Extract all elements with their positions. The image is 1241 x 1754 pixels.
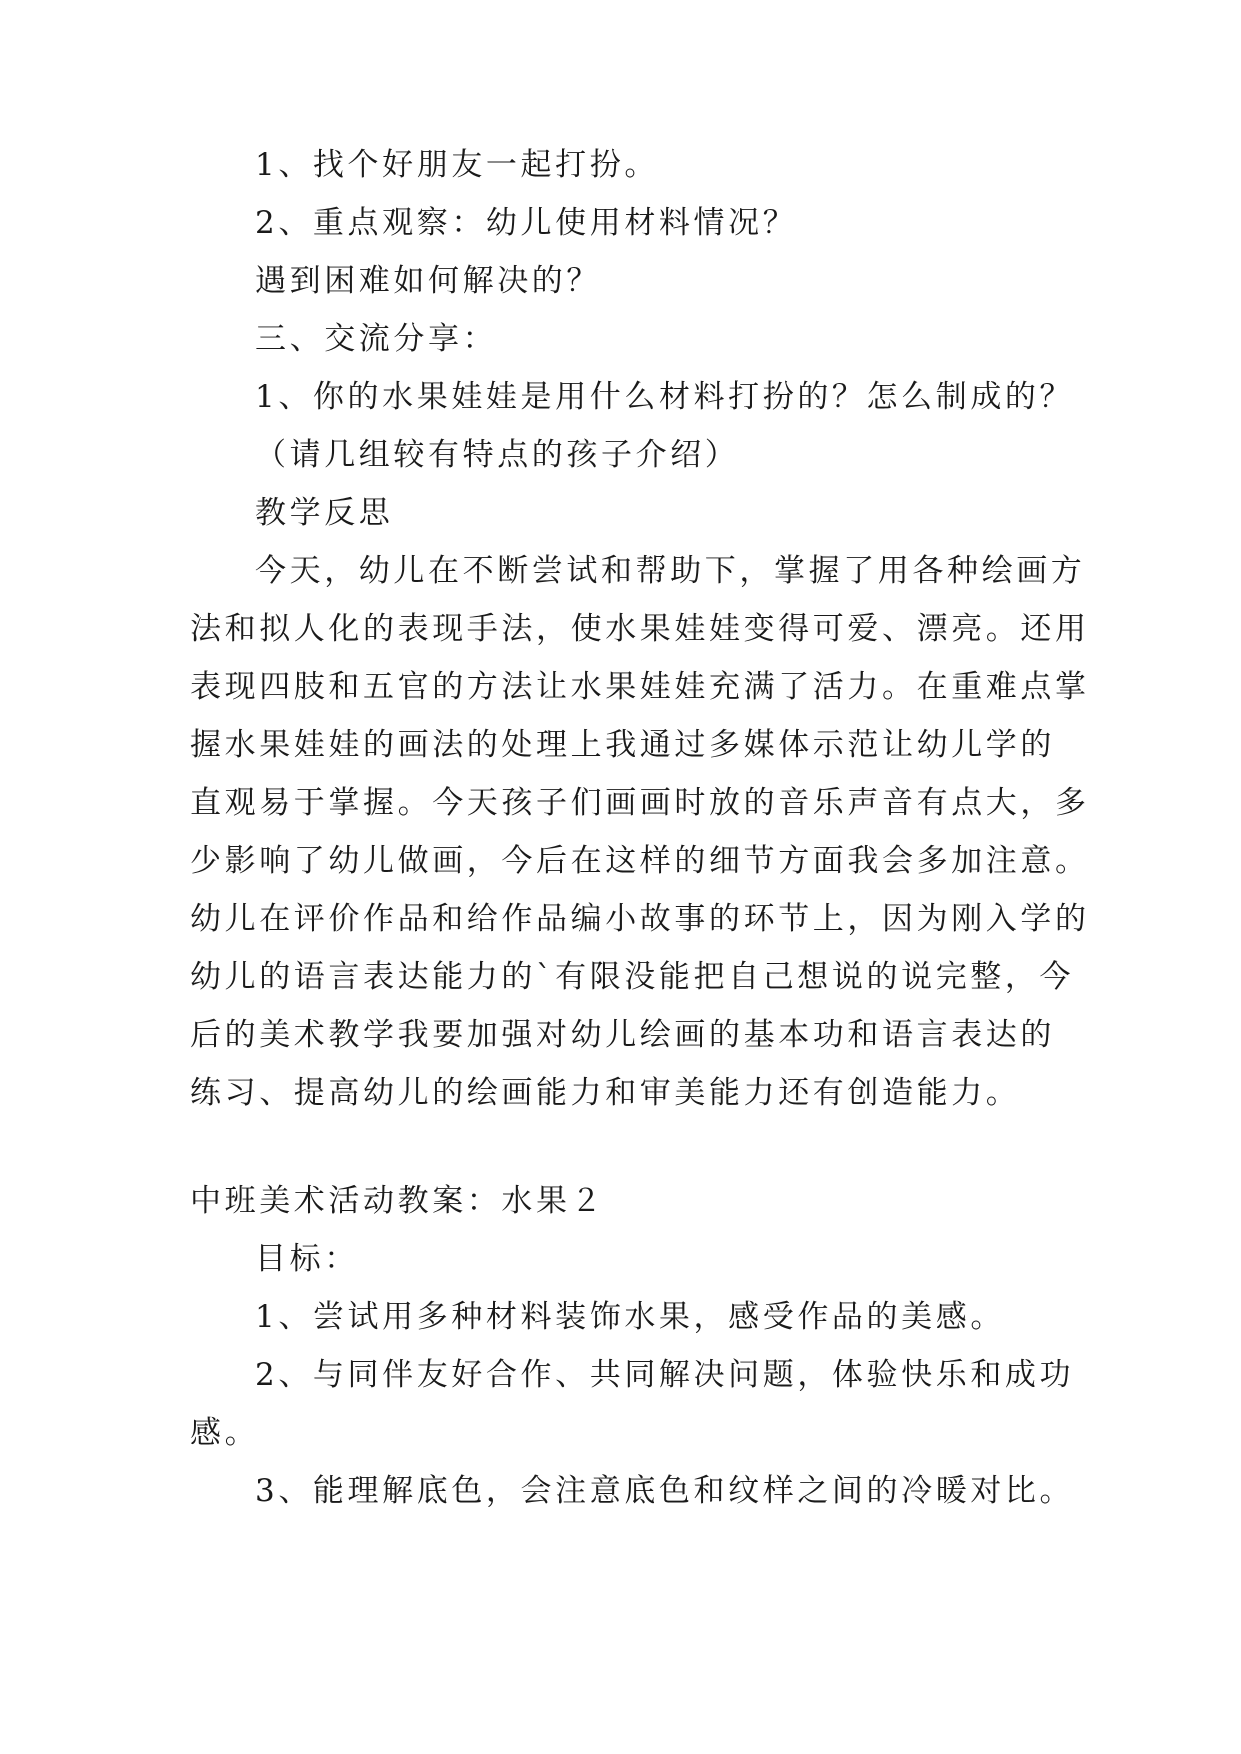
section-heading: 教学反思: [255, 495, 394, 531]
section-heading: 三、交流分享：: [255, 321, 498, 357]
section-heading: 目标：: [255, 1241, 359, 1277]
paragraph-line: 幼儿在评价作品和给作品编小故事的环节上，因为刚入学的: [190, 901, 1090, 937]
paragraph-line: 握水果娃娃的画法的处理上我通过多媒体示范让幼儿学的: [190, 727, 1055, 763]
document-title: 中班美术活动教案：水果２: [190, 1183, 606, 1219]
paragraph-line: 今天，幼儿在不断尝试和帮助下，掌握了用各种绘画方: [255, 553, 1086, 589]
paragraph-line: 幼儿的语言表达能力的`有限没能把自己想说的说完整，今: [190, 959, 1075, 995]
paragraph-line: 遇到困难如何解决的？: [255, 263, 601, 299]
paragraph-line: 练习、提高幼儿的绘画能力和审美能力还有创造能力。: [190, 1075, 1021, 1111]
paragraph-line: 直观易于掌握。今天孩子们画画时放的音乐声音有点大，多: [190, 785, 1090, 821]
paragraph-line: 感。: [190, 1415, 260, 1451]
paragraph-line: 后的美术教学我要加强对幼儿绘画的基本功和语言表达的: [190, 1017, 1055, 1053]
list-item: 3、能理解底色，会注意底色和纹样之间的冷暖对比。: [255, 1473, 1075, 1509]
list-item: 1、尝试用多种材料装饰水果，感受作品的美感。: [255, 1299, 1005, 1335]
list-item: 2、重点观察：幼儿使用材料情况？: [255, 205, 798, 241]
paragraph-line: 表现四肢和五官的方法让水果娃娃充满了活力。在重难点掌: [190, 669, 1090, 705]
list-item: 2、与同伴友好合作、共同解决问题，体验快乐和成功: [255, 1357, 1075, 1393]
paragraph-line: 少影响了幼儿做画，今后在这样的细节方面我会多加注意。: [190, 843, 1090, 879]
paragraph-line: （请几组较有特点的孩子介绍）: [255, 437, 740, 473]
list-item: 1、找个好朋友一起打扮。: [255, 147, 659, 183]
paragraph-line: 法和拟人化的表现手法，使水果娃娃变得可爱、漂亮。还用: [190, 611, 1090, 647]
list-item: 1、你的水果娃娃是用什么材料打扮的？怎么制成的？: [255, 379, 1075, 415]
